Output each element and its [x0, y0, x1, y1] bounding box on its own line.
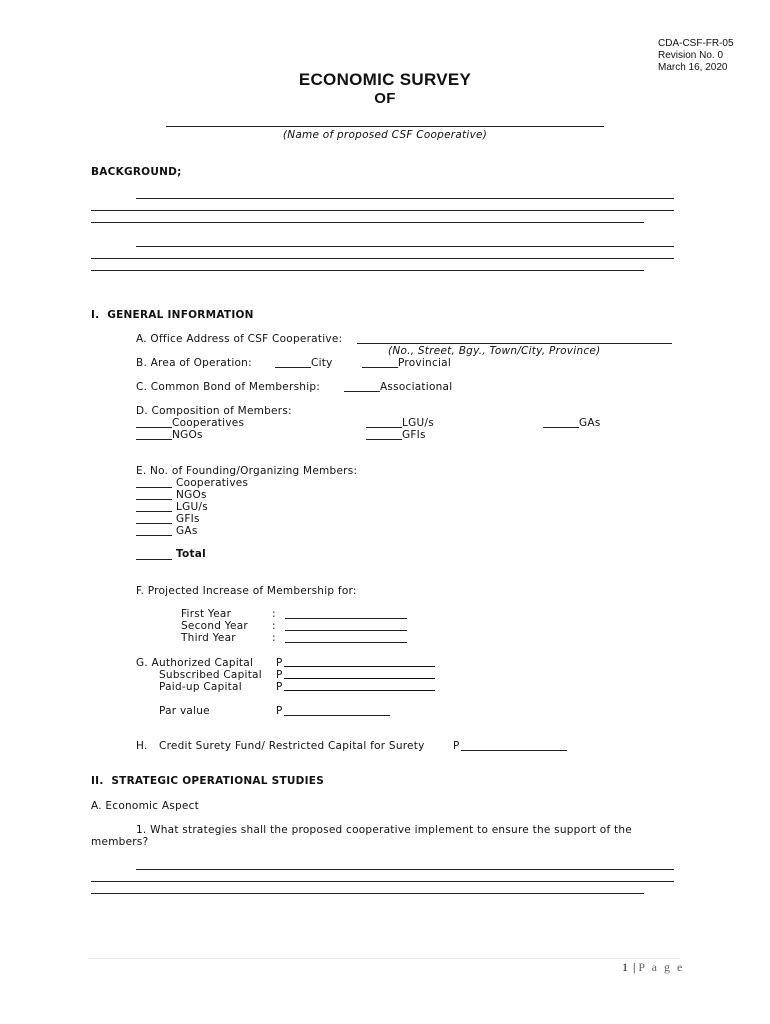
answer-line-3[interactable]	[91, 893, 644, 894]
founding-blank-ngos[interactable]	[136, 499, 172, 500]
founding-blank-total[interactable]	[136, 559, 172, 560]
page-separator: |	[630, 960, 639, 974]
area-provincial-blank[interactable]	[362, 367, 398, 368]
office-address-hint: (No., Street, Bgy., Town/City, Province)	[388, 345, 601, 357]
paidup-capital-line[interactable]	[284, 690, 435, 691]
area-city-blank[interactable]	[275, 367, 311, 368]
surety-fund-label: Credit Surety Fund/ Restricted Capital for Surety	[159, 740, 425, 752]
subscribed-capital-label: Subscribed Capital	[159, 669, 262, 681]
document-title: ECONOMIC SURVEY	[298, 70, 472, 89]
common-bond-label: C. Common Bond of Membership:	[136, 381, 321, 393]
economic-aspect-label: A. Economic Aspect	[91, 800, 200, 812]
par-value-label: Par value	[159, 705, 210, 717]
first-year-colon: :	[272, 608, 276, 620]
third-year-line[interactable]	[285, 642, 407, 643]
composition-gas: GAs	[579, 417, 601, 429]
first-year-line[interactable]	[285, 618, 407, 619]
surety-fund-marker: H.	[136, 740, 148, 752]
founding-members-label: E. No. of Founding/Organizing Members:	[136, 465, 358, 477]
question-1-line1: 1. What strategies shall the proposed cooperative implement to ensure the support of the	[136, 824, 632, 836]
second-year-colon: :	[272, 620, 276, 632]
cooperative-name-line[interactable]	[166, 126, 604, 127]
second-year-label: Second Year	[181, 620, 248, 632]
authorized-capital-peso: P	[276, 657, 283, 669]
projected-increase-label: F. Projected Increase of Membership for:	[136, 585, 357, 597]
common-bond-blank[interactable]	[344, 391, 380, 392]
paidup-capital-label: Paid-up Capital	[159, 681, 242, 693]
form-code: CDA-CSF-FR-05	[658, 38, 734, 49]
answer-line-1[interactable]	[136, 869, 674, 870]
page-word: P a g e	[638, 960, 685, 974]
area-provincial-label: Provincial	[398, 357, 451, 369]
composition-blank-cooperatives[interactable]	[136, 427, 172, 428]
page-number: 1	[622, 960, 630, 974]
cooperative-name-hint: (Name of proposed CSF Cooperative)	[282, 129, 488, 141]
common-bond-associational: Associational	[380, 381, 453, 393]
background-line-2[interactable]	[91, 210, 674, 211]
background-line-6[interactable]	[91, 270, 644, 271]
subscribed-capital-line[interactable]	[284, 678, 435, 679]
composition-blank-gas[interactable]	[543, 427, 579, 428]
founding-blank-gfis[interactable]	[136, 523, 172, 524]
founding-ngos: NGOs	[176, 489, 207, 501]
founding-blank-cooperatives[interactable]	[136, 487, 172, 488]
subscribed-capital-peso: P	[276, 669, 283, 681]
par-value-line[interactable]	[284, 715, 390, 716]
background-line-1[interactable]	[136, 198, 674, 199]
founding-total: Total	[176, 548, 206, 560]
composition-lgus: LGU/s	[402, 417, 434, 429]
authorized-capital-line[interactable]	[284, 666, 435, 667]
founding-gas: GAs	[176, 525, 198, 537]
third-year-label: Third Year	[181, 632, 236, 644]
surety-fund-peso: P	[453, 740, 460, 752]
third-year-colon: :	[272, 632, 276, 644]
second-year-line[interactable]	[285, 630, 407, 631]
founding-lgus: LGU/s	[176, 501, 208, 513]
composition-cooperatives: Cooperatives	[172, 417, 245, 429]
document-title-of: OF	[374, 90, 396, 107]
revision-number: Revision No. 0	[658, 50, 724, 61]
background-line-5[interactable]	[91, 258, 674, 259]
office-address-label: A. Office Address of CSF Cooperative:	[136, 333, 343, 345]
surety-fund-line[interactable]	[461, 750, 567, 751]
authorized-capital-label: G. Authorized Capital	[136, 657, 254, 669]
founding-blank-lgus[interactable]	[136, 511, 172, 512]
strategic-studies-heading: II. STRATEGIC OPERATIONAL STUDIES	[91, 775, 325, 787]
founding-cooperatives: Cooperatives	[176, 477, 249, 489]
office-address-line[interactable]	[357, 343, 672, 344]
background-line-3[interactable]	[91, 222, 644, 223]
composition-gfis: GFIs	[402, 429, 426, 441]
background-label: BACKGROUND;	[91, 166, 182, 178]
general-information-heading: I. GENERAL INFORMATION	[91, 309, 254, 321]
page-footer	[622, 960, 684, 975]
paidup-capital-peso: P	[276, 681, 283, 693]
background-line-4[interactable]	[136, 246, 674, 247]
composition-label: D. Composition of Members:	[136, 405, 292, 417]
question-1-line2: members?	[91, 836, 149, 848]
founding-gfis: GFIs	[176, 513, 200, 525]
composition-blank-ngos[interactable]	[136, 439, 172, 440]
revision-date: March 16, 2020	[658, 62, 728, 73]
answer-line-2[interactable]	[91, 881, 674, 882]
first-year-label: First Year	[181, 608, 232, 620]
founding-blank-gas[interactable]	[136, 535, 172, 536]
footer-divider	[88, 958, 680, 959]
composition-blank-lgus[interactable]	[366, 427, 402, 428]
composition-blank-gfis[interactable]	[366, 439, 402, 440]
area-city-label: City	[311, 357, 333, 369]
area-of-operation-label: B. Area of Operation:	[136, 357, 252, 369]
composition-ngos: NGOs	[172, 429, 203, 441]
par-value-peso: P	[276, 705, 283, 717]
